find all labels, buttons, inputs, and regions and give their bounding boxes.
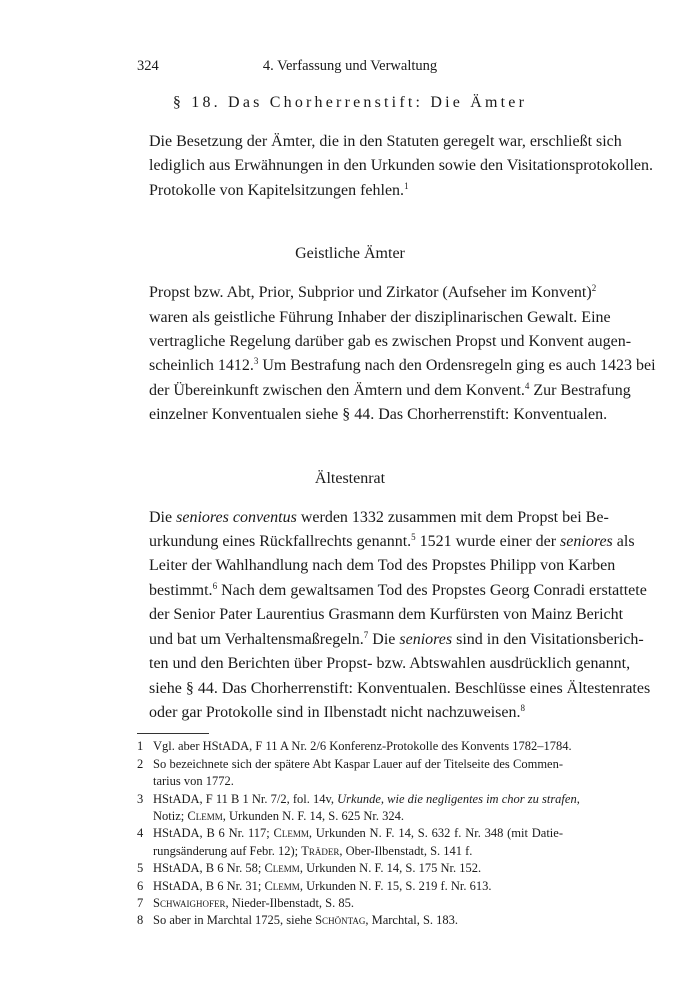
text-line: Protokolle von Kapitelsitzungen fehlen.$^1$ [149, 180, 409, 199]
footnote-3: 3 HStADA, F 11 B 1 Nr. 7/2, fol. 14v, Urkunde, wie die negligentes im chor zu strafen, Notiz; Clemm, Urkunden N. F. 14, S. 625 Nr. 324. [137, 791, 580, 823]
footnote-6: 6 HStADA, B 6 Nr. 31; Clemm, Urkunden N. F. 15, S. 219 f. Nr. 613. [137, 878, 492, 893]
text-line: waren als geistliche Führung Inhaber der disziplinarischen Gewalt. Eine [149, 308, 611, 326]
text-line: und bat um Verhaltensmaßregeln.$^7$ Die seniores sind in den Visitationsberich- [149, 629, 644, 648]
footnote-7: 7 Schwaighofer, Nieder-Ilbenstadt, S. 85. [137, 895, 354, 910]
text-line: der Übereinkunft zwischen den Ämtern und dem Konvent.$^4$ Zur Bestrafung [149, 380, 631, 399]
footnote-4: 4 HStADA, B 6 Nr. 117; Clemm, Urkunden N. F. 14, S. 632 f. Nr. 348 (mit Datie- rungsänderung auf Febr. 12); Träder, Ober-Ilbenstadt, S. 141 f. [137, 826, 563, 858]
running-head [137, 58, 563, 82]
subheading-geistliche-aemter: Geistliche Ämter [295, 245, 405, 263]
text-line: Die seniores conventus werden 1332 zusammen mit dem Propst bei Be- [149, 508, 609, 526]
footnote-ref[interactable]: 8 [520, 702, 525, 713]
text-line: lediglich aus Erwähnungen in den Urkunden sowie den Visitationsprotokollen. [149, 157, 653, 175]
text-line: vertragliche Regelung darüber gab es zwischen Propst und Konvent augen- [149, 333, 632, 351]
footnote-2: 2 So bezeichnete sich der spätere Abt Kaspar Lauer auf der Titelseite des Commen- tarius von 1772. [137, 756, 563, 789]
footnote-8: 8 So aber in Marchtal 1725, siehe Schöntag, Marchtal, S. 183. [137, 913, 459, 928]
footnote-ref[interactable]: 5 [411, 532, 416, 543]
text-line: bestimmt.$^6$ Nach dem gewaltsamen Tod des Propstes Georg Conradi erstattete [149, 580, 647, 599]
page-number: 324 [137, 58, 159, 74]
text-line: Leiter der Wahlhandlung nach dem Tod des Propstes Philipp von Karben [149, 557, 616, 575]
footnote-rule [137, 733, 209, 734]
text-line: urkundung eines Rückfallrechts genannt.$^5$ 1521 wurde einer der seniores als [149, 532, 635, 551]
text-line: oder gar Protokolle sind in Ilbenstadt nicht nachzuweisen.$^8$ [149, 702, 525, 721]
text-line: Propst bzw. Abt, Prior, Subprior und Zirkator (Aufseher im Konvent)$^2$ [149, 283, 597, 302]
text-line: einzelner Konventualen siehe § 44. Das Chorherrenstift: Konventualen. [149, 406, 608, 424]
text-line: ten und den Berichten über Propst- bzw. Abtswahlen ausdrücklich genannt, [149, 655, 631, 673]
paragraph-geistliche-aemter [137, 281, 656, 427]
footnote-ref[interactable]: 4 [524, 380, 530, 391]
running-title: 4. Verfassung und Verwaltung [262, 58, 438, 74]
footnote-1: 1 Vgl. aber HStADA, F 11 A Nr. 2/6 Konferenz-Protokolle des Konvents 1782–1784. [137, 739, 572, 754]
footnote-ref[interactable]: 1 [404, 180, 409, 191]
text-line: Die Besetzung der Ämter, die in den Statuten geregelt war, erschließt sich [149, 133, 622, 150]
footnote-ref[interactable]: 7 [363, 629, 369, 640]
footnote-5: 5 HStADA, B 6 Nr. 58; Clemm, Urkunden N. F. 14, S. 175 Nr. 152. [137, 861, 482, 876]
footnote-ref[interactable]: 2 [591, 283, 597, 294]
book-page [137, 58, 656, 930]
footnote-ref[interactable]: 6 [212, 580, 218, 591]
paragraph-aeltestenrat [137, 506, 651, 726]
intro-paragraph [137, 130, 653, 203]
footnote-ref[interactable]: 3 [253, 356, 259, 367]
text-line: der Senior Pater Laurentius Grasmann dem Kurfürsten von Mainz Bericht [149, 606, 624, 624]
subheading-aeltestenrat: Ältestenrat [314, 469, 386, 487]
text-line: scheinlich 1412.$^3$ Um Bestrafung nach den Ordensregeln ging es auch 1423 bei [149, 356, 656, 375]
text-line: siehe § 44. Das Chorherrenstift: Konventualen. Beschlüsse eines Ältestenrates [149, 679, 651, 697]
footnotes [137, 738, 580, 929]
section-heading: § 18. Das Chorherrenstift: Die Ämter [172, 94, 528, 111]
